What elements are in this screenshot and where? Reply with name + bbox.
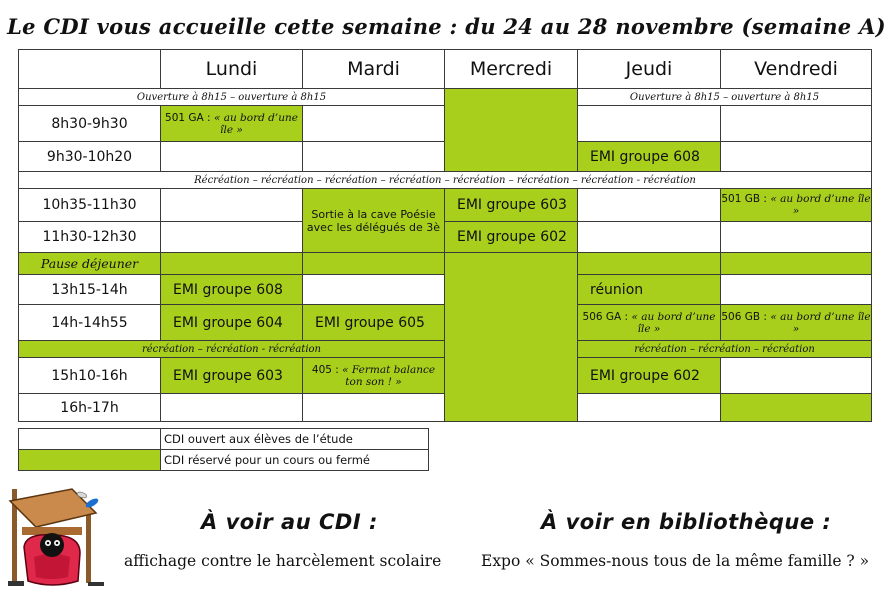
empty-cell [721,358,872,394]
event-jeudi-1510: EMI groupe 602 [578,358,721,394]
empty-cell [721,275,872,305]
legend-swatch-green [19,450,161,471]
event-mercredi-1130: EMI groupe 602 [445,222,578,253]
weekly-schedule-table [18,49,872,422]
time-slot-label: 10h35-11h30 [19,189,161,222]
event-code: 501 GB : [721,193,771,205]
event-title: « au bord d’une île » [213,111,298,136]
bullied-character-under-school-desk-icon [6,483,108,591]
event-vendredi-1400 [721,305,872,341]
lunch-cell [161,253,303,275]
lunch-row [19,253,872,275]
lunch-cell [721,253,872,275]
empty-cell [578,106,721,142]
empty-cell [721,106,872,142]
cdi-heading: À voir au CDI : [201,510,378,534]
day-header-row [19,50,872,89]
time-slot-label: 14h-14h55 [19,305,161,341]
day-header-vendredi: Vendredi [721,50,872,89]
vendredi-closed-1600 [721,394,872,422]
empty-cell [303,142,445,172]
time-slot-label: 8h30-9h30 [19,106,161,142]
event-title: « Fermat balance ton son ! » [342,363,436,388]
lunch-cell [578,253,721,275]
event-jeudi-1400 [578,305,721,341]
event-title: « au bord d’une île » [631,310,716,335]
opening-banner-left: Ouverture à 8h15 – ouverture à 8h15 [19,89,445,106]
opening-row [19,89,872,106]
empty-cell [721,222,872,253]
day-header-jeudi: Jeudi [578,50,721,89]
empty-cell [303,275,445,305]
event-code: 506 GA : [582,310,632,323]
lunch-label: Pause déjeuner [19,253,161,275]
day-header-lundi: Lundi [161,50,303,89]
empty-cell [161,189,303,222]
event-lundi-1510: EMI groupe 603 [161,358,303,394]
event-lundi-1315: EMI groupe 608 [161,275,303,305]
event-title: « au bord d’une île » [770,193,871,217]
legend-swatch-white [19,429,161,450]
empty-cell [578,394,721,422]
empty-cell [161,142,303,172]
event-code: 506 GB : [721,310,771,323]
lunch-cell [303,253,445,275]
day-header-mardi: Mardi [303,50,445,89]
time-slot-label: 9h30-10h20 [19,142,161,172]
event-mardi-1510 [303,358,445,394]
legend-label-reserved: CDI réservé pour un cours ou fermé [161,450,429,471]
cdi-info-text: affichage contre le harcèlement scolaire [124,552,442,570]
schedule-row [19,222,872,253]
library-heading: À voir en bibliothèque : [541,510,832,534]
empty-cell [578,189,721,222]
recess-banner-left: récréation – récréation - récréation [19,341,445,358]
event-title: « au bord d’une île » [770,310,871,335]
legend-label-open: CDI ouvert aux élèves de l’étude [161,429,429,450]
event-code: 405 : [311,363,343,376]
page-title: Le CDI vous accueille cette semaine : du 24 au 28 novembre (semaine A) [7,14,886,39]
corner-cell [19,50,161,89]
time-slot-label: 16h-17h [19,394,161,422]
event-jeudi-1315: réunion [578,275,721,305]
mercredi-closed-afternoon [445,253,578,422]
recess-row [19,172,872,189]
time-slot-label: 15h10-16h [19,358,161,394]
event-code: 501 GA : [165,111,214,124]
empty-cell [161,394,303,422]
event-mardi-1400: EMI groupe 605 [303,305,445,341]
legend [18,428,429,471]
opening-banner-right: Ouverture à 8h15 – ouverture à 8h15 [578,89,872,106]
event-jeudi-0930: EMI groupe 608 [578,142,721,172]
recess-banner-right: récréation – récréation – récréation [578,341,872,358]
empty-cell [578,222,721,253]
time-slot-label: 13h15-14h [19,275,161,305]
mercredi-closed-morning [445,89,578,172]
event-lundi-1400: EMI groupe 604 [161,305,303,341]
recess-banner: Récréation – récréation – récréation – récréation – récréation – récréation – récréation - récréation [19,172,872,189]
time-slot-label: 11h30-12h30 [19,222,161,253]
day-header-mercredi: Mercredi [445,50,578,89]
event-mercredi-1035: EMI groupe 603 [445,189,578,222]
event-mardi-sortie: Sortie à la cave Poésie avec les délégués de 3è [303,189,445,253]
empty-cell [161,222,303,253]
event-vendredi-1035 [721,189,872,222]
schedule-row [19,189,872,222]
empty-cell [303,106,445,142]
empty-cell [303,394,445,422]
event-lundi-0830 [161,106,303,142]
empty-cell [721,142,872,172]
library-info-text: Expo « Sommes-nous tous de la même famille ? » [481,552,870,570]
